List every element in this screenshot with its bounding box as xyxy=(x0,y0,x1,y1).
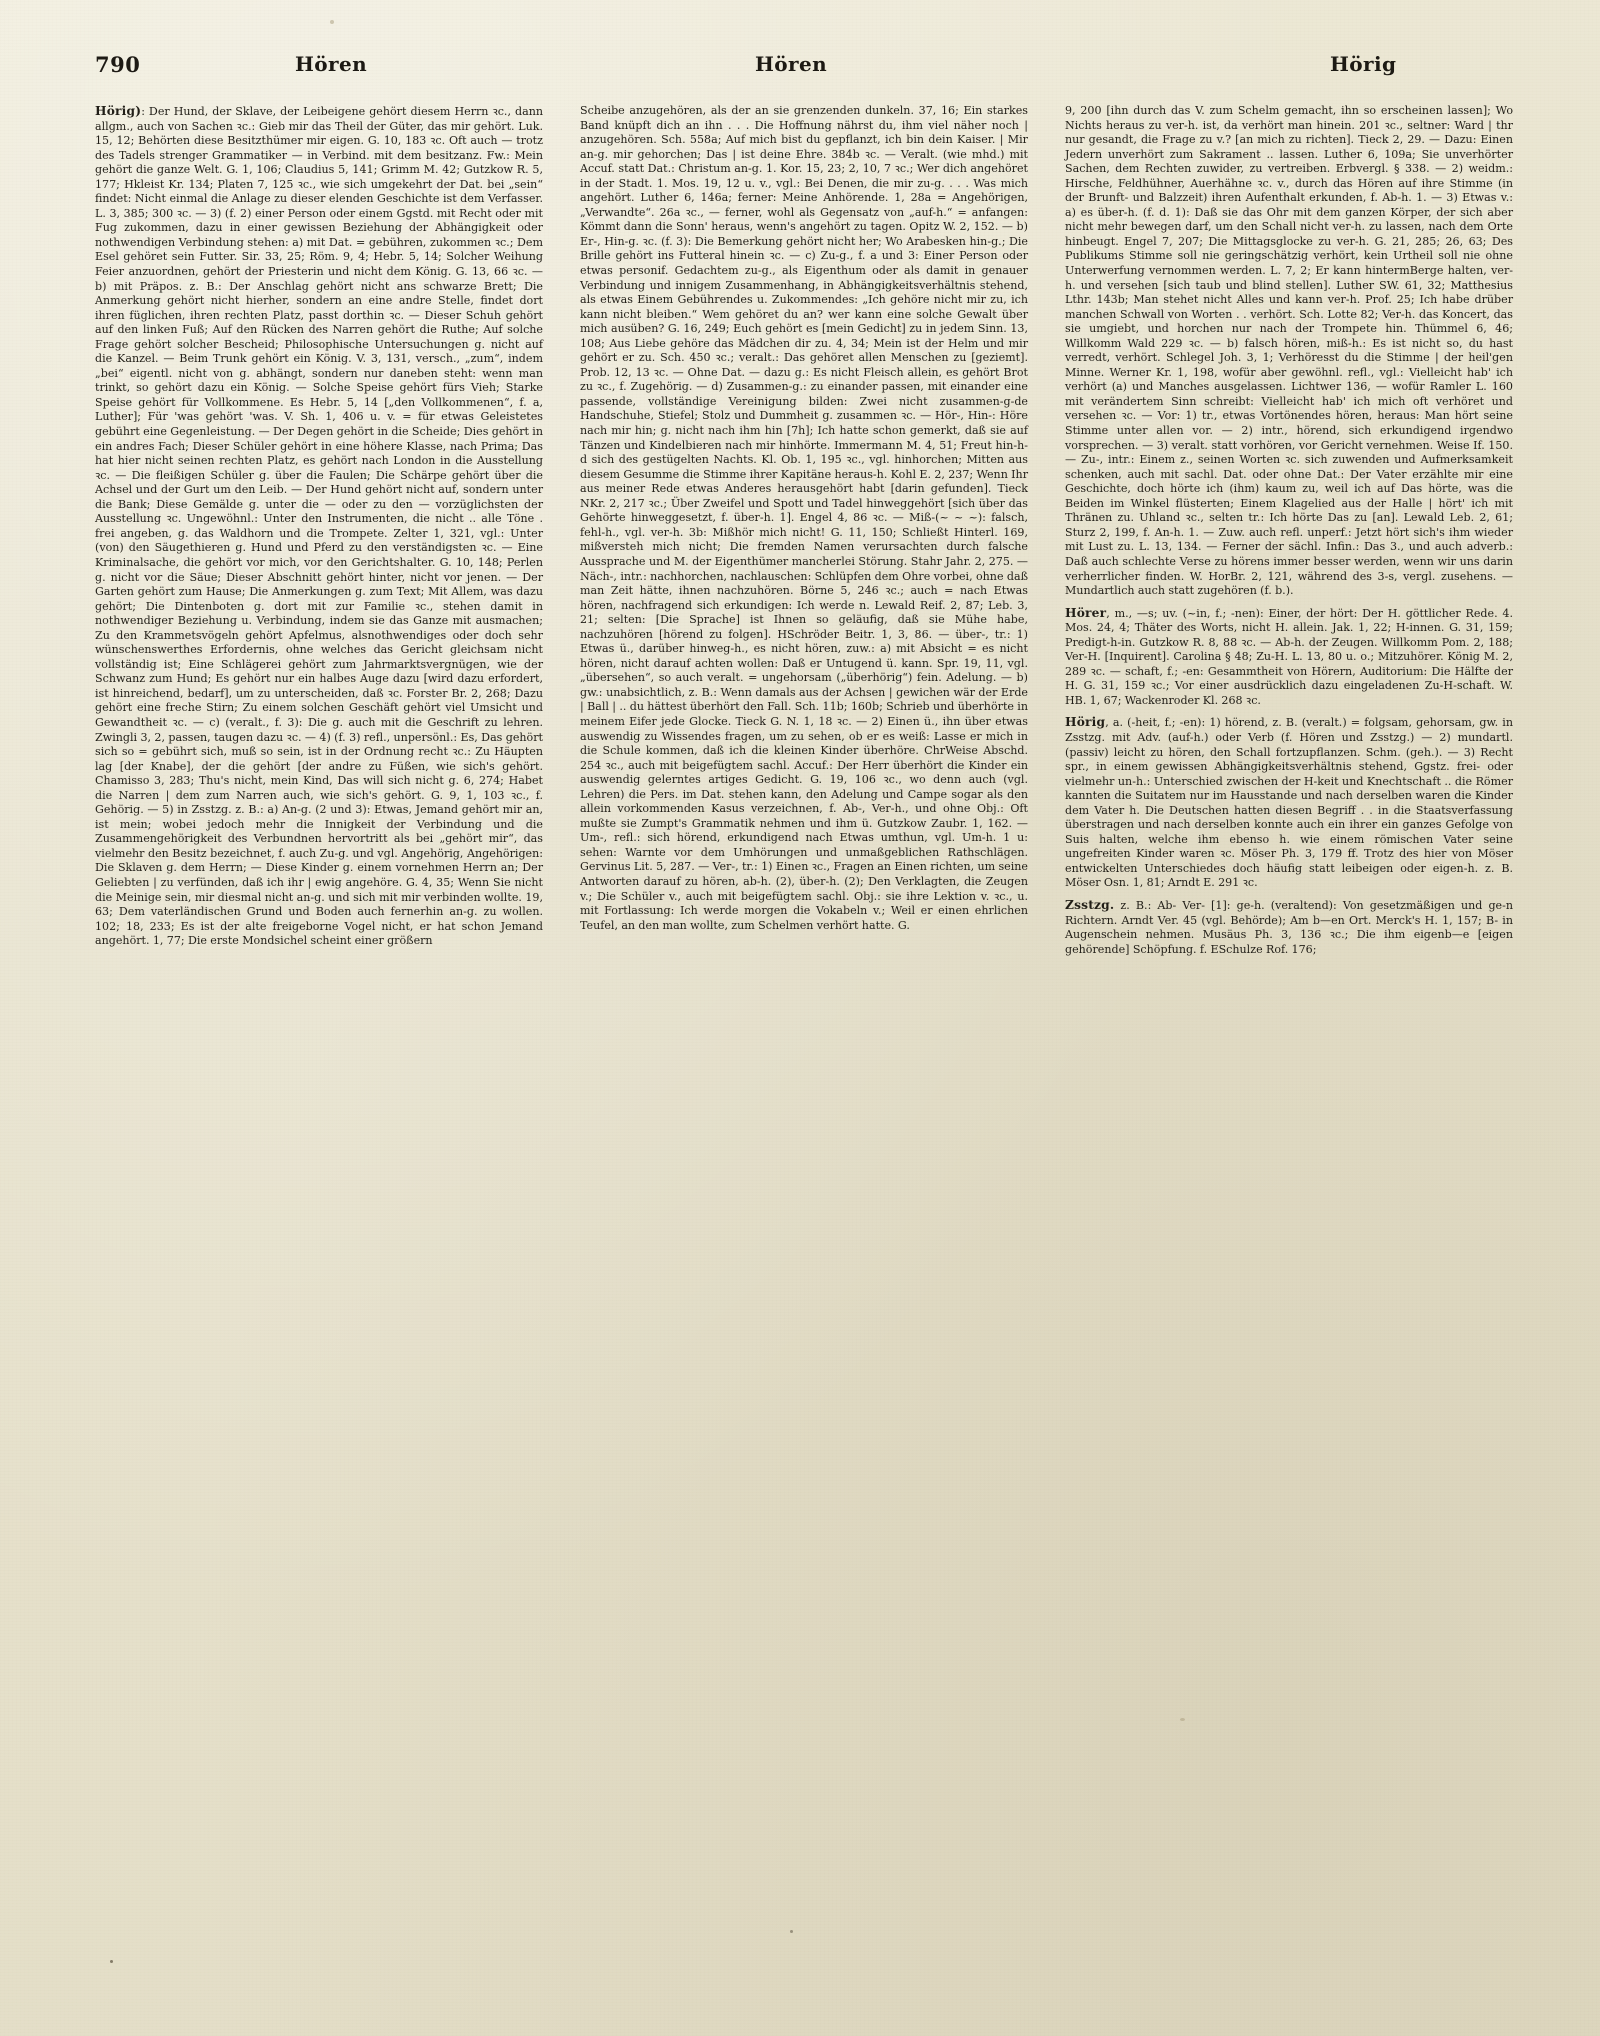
running-head-left: Hören xyxy=(295,52,368,76)
column-3 xyxy=(1065,104,1513,957)
page-content xyxy=(95,52,1513,957)
dictionary-entry-hoerig: Hörig, a. (-heit, f.; -en): 1) hörend, z. B. (veralt.) = folgsam, gehorsam, gw. in Zsstzg. mit Adv. (auf-h.) oder Verb (f. Hören und Zsstzg.) — 2) mundartl. (passiv) leicht zu hören, den Schall fortzupflanzen. Schm. (geh.). — 3) Recht spr., in einem gewissen Abhängigkeitsverhältnis stehend, Ggstz. frei- oder vielmehr un-h.: Unterschied zwischen der H-keit und Knechtschaft .. die Römer kannten die Suitatem nur im Hausstande und nach derselben waren die Kinder dem Vater h. Die Deutschen hatten diesen Begriff . . in die Staatsverfassung überstragen und nach derselben konnte auch ein ihrer ein ganzes Gefolge von Suis halten, welche ihm ebenso h. wie einem römischen Vater seine ungefreiten Kinder waren ꝛc. Möser Ph. 3, 179 ff. Trotz des hier von Möser entwickelten Unterschiedes doch häufig statt leibeigen oder eigen-h. z. B. Möser Osn. 1, 81; Arndt E. 291 ꝛc. xyxy=(1065,715,1513,890)
paper-speck xyxy=(1180,1718,1185,1721)
paper-speck xyxy=(790,1930,793,1933)
running-head xyxy=(95,52,1513,86)
entry-headword: Zsstzg. xyxy=(1065,897,1115,912)
column-1 xyxy=(95,104,543,957)
dictionary-entry-hoerer: Hörer, m., —s; uv. (~in, f.; -nen): Einer, der hört: Der H. göttlicher Rede. 4. Mos. 24, 4; Thäter des Worts, nicht H. allein. Jak. 1, 22; H-innen. G. 31, 159; Predigt-h-in. Gutzkow R. 8, 88 ꝛc. — Ab-h. der Zeugen. Willkomm Pom. 2, 188; Ver-H. [Inquirent]. Carolina § 48; Zu-H. L. 13, 80 u. o.; Mitzuhörer. König M. 2, 289 ꝛc. — schaft, f.; -en: Gesammtheit von Hörern, Auditorium: Die Hälfte der H. G. 31, 159 ꝛc.; Vor einer ausdrücklich dazu eingeladenen Zu-H-schaft. W. HB. 1, 67; Wackenroder Kl. 268 ꝛc. xyxy=(1065,605,1513,707)
entry-headword: Hörig xyxy=(1065,715,1106,730)
running-head-center: Hören xyxy=(755,52,828,76)
page-number: 790 xyxy=(95,52,141,77)
entry-headword: Hörer xyxy=(1065,605,1107,620)
paper-speck xyxy=(110,1960,113,1963)
running-head-right: Hörig xyxy=(1330,52,1397,76)
dictionary-entry-zsstzg: Zsstzg. z. B.: Ab- Ver- [1]: ge-h. (veraltend): Von gesetzmäßigen und ge-n Richtern. Arndt Ver. 45 (vgl. Behörde); Am b—en Ort. Merck's H. 1, 157; B- in Augenschein nehmen. Musäus Ph. 3, 136 ꝛc.; Die ihm eigenb—e [eigen gehörende] Schöpfung. f. ESchulze Rof. 176; xyxy=(1065,897,1513,956)
dictionary-entry-body: Scheibe anzugehören, als der an sie grenzenden dunkeln. 37, 16; Ein starkes Band knüpft dich an ihn . . . Die Hoffnung nährst du, ihm viel näher noch | anzugehören. Sch. 558a; Auf mich bist du gepflanzt, ich bin dein Kaiser. | Mir an-g. mir gehorchen; Das | ist deine Ehre. 384b ꝛc. — Veralt. (wie mhd.) mit Accuf. statt Dat.: Christum an-g. 1. Kor. 15, 23; 2, 10, 7 ꝛc.; Wer dich angehöret in der Stadt. 1. Mos. 19, 12 u. v., vgl.: Bei Denen, die mir zu-g. . . . Was mich angehört. Luther 6, 146a; ferner: Meine Anhörende. 1, 28a = Angehörigen, „Verwandte“. 26a ꝛc., — ferner, wohl als Gegensatz von „auf-h.“ = anfangen: Kömmt dann die Sonn' heraus, wenn's angehört zu tagen. Opitz W. 2, 152. — b) Er-, Hin-g. ꝛc. (f. 3): Die Bemerkung gehört nicht her; Wo Arabesken hin-g.; Die Brille gehört ins Futteral hinein ꝛc. — c) Zu-g., f. a und 3: Einer Person oder etwas personif. Gedachtem zu-g., als Eigenthum oder als damit in genauer Verbindung und innigem Zusammenhang, in Abhängigkeitsverhältnis stehend, als etwas Einem Gebührendes u. Zukommendes: „Ich gehöre nicht mir zu, ich kann nicht bleiben.“ Wem gehöret du an? wer kann eine solche Gewalt über mich ausüben? G. 16, 249; Euch gehört es [mein Gedicht] zu in jedem Sinn. 13, 108; Aus Liebe gehöre das Mädchen dir zu. 4, 34; Mein ist der Helm und mir gehört er zu. Sch. 450 ꝛc.; veralt.: Das gehöret allen Menschen zu [geziemt]. Prob. 12, 13 ꝛc. — Ohne Dat. — dazu g.: Es nicht Fleisch allein, es gehört Brot zu ꝛc., f. Zugehörig. — d) Zusammen-g.: zu einander passen, mit einander eine passende, vollständige Vereinigung bilden: Zwei nicht zusammen-g-de Handschuhe, Stiefel; Stolz und Dummheit g. zusammen ꝛc. — Hör-, Hin-: Höre nach mir hin; g. nicht nach ihm hin [7h]; Ich hatte schon gemerkt, daß sie auf Tänzen und Kindelbieren nach mir hinhörte. Immermann M. 4, 51; Freut hin-h-d sich des gestügelten Nachts. Kl. Ob. 1, 195 ꝛc., vgl. hinhorchen; Mitten aus diesem Gesumme die Stimme ihrer Kapitäne heraus-h. Kohl E. 2, 237; Wenn Ihr aus meiner Rede etwas Anderes herausgehört habt [darin gefunden]. Tieck NKr. 2, 217 ꝛc.; Über Zweifel und Spott und Tadel hinweggehört [sich über das Gehörte hinweggesetzt, f. über-h. 1]. Engel 4, 86 ꝛc. — Miß-(~ ~ ~): falsch, fehl-h., vgl. ver-h. 3b: Mißhör mich nicht! G. 11, 150; Schließt Hinterl. 169, mißversteh mich nicht; Die fremden Namen verursachten durch falsche Aussprache und M. der Eigenthümer mancherlei Störung. Stahr Jahr. 2, 275. — Näch-, intr.: nachhorchen, nachlauschen: Schlüpfen dem Ohre vorbei, ohne daß man Zeit hätte, ihnen nachzuhören. Börne 5, 246 ꝛc.; auch = nach Etwas hören, nachfragend sich erkundigen: Ich werde n. Lewald Reif. 2, 87; Leb. 3, 21; selten: [Die Sprache] ist Ihnen so geläufig, daß sie Mühe habe, nachzuhören [hörend zu folgen]. HSchröder Beitr. 1, 3, 86. — über-, tr.: 1) Etwas ü., darüber hinweg-h., es nicht hören, zuw.: a) mit Absicht = es nicht hören, nicht darauf achten wollen: Daß er Untugend ü. kann. Spr. 19, 11, vgl. „übersehen“, so auch veralt. = ungehorsam („überhörig“) fein. Adelung. — b) gw.: unabsichtlich, z. B.: Wenn damals aus der Achsen | gewichen wär der Erde | Ball | .. du hättest überhört den Fall. Sch. 11b; 160b; Schrieb und überhörte in meinem Eifer jede Glocke. Tieck G. N. 1, 18 ꝛc. — 2) Einen ü., ihn über etwas auswendig zu Wissendes fragen, um zu sehen, ob er es weiß: Lasse er mich in die Schule kommen, daß ich die kleinen Kinder überhöre. ChrWeise Abschd. 254 ꝛc., auch mit beigefügtem sachl. Accuf.: Der Herr überhört die Kinder ein auswendig gelerntes artiges Gedicht. G. 19, 106 ꝛc., wo denn auch (vgl. Lehren) die Pers. im Dat. stehen kann, den Adelung und Campe sogar als den allein vorkommenden Kasus verzeichnen, f. Ab-, Ver-h., und ohne Obj.: Oft mußte sie Zumpt's Grammatik nehmen und ihm ü. Gutzkow Zaubr. 1, 162. — Um-, refl.: sich hörend, erkundigend nach Etwas umthun, vgl. Um-h. 1 u: sehen: Warnte vor dem Umhörungen und unmaßgeblichen Rathschlägen. Gervinus Lit. 5, 287. — Ver-, tr.: 1) Einen ꝛc., Fragen an Einen richten, um seine Antworten darauf zu hören, ab-h. (2), über-h. (2); Den Verklagten, die Zeugen v.; Die Schüler v., auch mit beigefügtem sachl. Obj.: sie ihre Lektion v. ꝛc., u. mit Fortlassung: Ich werde morgen die Vokabeln v.; Weil er einen ehrlichen Teufel, an den man wollte, zum Schelmen verhört hatte. G. xyxy=(580,104,1028,932)
column-2 xyxy=(580,104,1028,957)
dictionary-entry-body: Hörig): Der Hund, der Sklave, der Leibeigene gehört diesem Herrn ꝛc., dann allgm., auch von Sachen ꝛc.: Gieb mir das Theil der Güter, das mir gehört. Luk. 15, 12; Behörten diese Besitzthümer mir eigen. G. 10, 183 ꝛc. Oft auch — trotz des Tadels strenger Grammatiker — in Verbind. mit dem besitzanz. Fw.: Mein gehört die ganze Welt. G. 1, 106; Claudius 5, 141; Grimm M. 42; Gutzkow R. 5, 177; Hkleist Kr. 134; Platen 7, 125 ꝛc., wie sich umgekehrt der Dat. bei „sein“ findet: Nicht einmal die Anlage zu dieser elenden Geschichte ist dem Verfasser. L. 3, 385; 300 ꝛc. — 3) (f. 2) einer Person oder einem Ggstd. mit Recht oder mit Fug zukommen, dazu in einer gewissen Beziehung der Abhängigkeit oder nothwendigen Verbindung stehen: a) mit Dat. = gebühren, zukommen ꝛc.; Dem Esel gehöret sein Futter. Sir. 33, 25; Röm. 9, 4; Hebr. 5, 14; Solcher Weihung Feier anzuordnen, gehört der Priesterin und nicht dem König. G. 13, 66 ꝛc. — b) mit Präpos. z. B.: Der Anschlag gehört nicht ans schwarze Brett; Die Anmerkung gehört nicht hierher, sondern an eine andre Stelle, findet dort ihren füglichen, ihren rechten Platz, passt dorthin ꝛc. — Dieser Schuh gehört auf den linken Fuß; Auf den Rücken des Narren gehört die Ruthe; Auf solche Frage gehört solcher Bescheid; Philosophische Untersuchungen g. nicht auf die Kanzel. — Beim Trunk gehört ein König. V. 3, 131, versch., „zum“, indem „bei“ eigentl. nicht von g. abhängt, sondern nur daneben steht: wenn man trinkt, so gehört dazu ein König. — Solche Speise gehört fürs Vieh; Starke Speise gehört für Vollkommene. Es Hebr. 5, 14 [„den Vollkommenen“, f. a, Luther]; Für 'was gehört 'was. V. Sh. 1, 406 u. v. = für etwas Geleistetes gebührt eine Gegenleistung. — Der Degen gehört in die Scheide; Dies gehört in ein andres Fach; Dieser Schüler gehört in eine höhere Klasse, nach Prima; Das hat hier nicht seinen rechten Platz, es gehört nach London in die Ausstellung ꝛc. — Die fleißigen Schüler g. über die Faulen; Die Schärpe gehört über die Achsel und der Gurt um den Leib. — Der Hund gehört nicht auf, sondern unter die Bank; Diese Gemälde g. unter die — oder zu den — vorzüglichsten der Ausstellung ꝛc. Ungewöhnl.: Unter den Instrumenten, die nicht .. alle Töne . frei angeben, g. das Waldhorn und die Trompete. Zelter 1, 321, vgl.: Unter (von) den Säugethieren g. Hund und Pferd zu den verständigsten ꝛc. — Eine Kriminalsache, die gehört vor mich, vor den Gerichtshalter. G. 10, 148; Perlen g. nicht vor die Säue; Dieser Abschnitt gehört hinter, nicht vor jenen. — Der Garten gehört zum Hause; Die Anmerkungen g. zum Text; Mit Allem, was dazu gehört; Die Dintenboten g. dort mit zur Familie ꝛc., stehen damit in nothwendiger Beziehung u. Verbindung, indem sie das Ganze mit ausmachen; Zu den Krammetsvögeln gehört Apfelmus, alsnothwendiges oder doch sehr wünschenswerthes Erfordernis, ohne welches das Gericht gleichsam nicht vollständig ist; Eine Schlägerei gehört zum Jahrmarktsvergnügen, wie der Schwanz zum Hund; Es gehört nur ein halbes Auge dazu [wird dazu erfordert, ist hinreichend, bedarf], um zu unterscheiden, daß ꝛc. Forster Br. 2, 268; Dazu gehört eine freche Stirn; Zu einem solchen Geschäft gehört viel Umsicht und Gewandtheit ꝛc. — c) (veralt., f. 3): Die g. auch mit die Geschrift zu lehren. Zwingli 3, 2, passen, taugen dazu ꝛc. — 4) (f. 3) refl., unpersönl.: Es, Das gehört sich so = gebührt sich, muß so sein, ist in der Ordnung recht ꝛc.: Zu Häupten lag [der Knabe], der die gehört [der andre zu Füßen, wie sich's gehört. Chamisso 3, 283; Thu's nicht, mein Kind, Das will sich nicht g. 6, 274; Habet die Narren | dem zum Narren auch, wie sich's gehört. G. 9, 1, 103 ꝛc., f. Gehörig. — 5) in Zsstzg. z. B.: a) An-g. (2 und 3): Etwas, Jemand gehört mir an, ist mein; wobei jedoch mehr die Innigkeit der Verbindung und die Zusammengehörigkeit des Verbundnen hervortritt als bei „gehört mir“, das vielmehr den Besitz bezeichnet, f. auch Zu-g. und vgl. Angehörig, Angehörigen: Die Sklaven g. dem Herrn; — Diese Kinder g. einem vornehmen Herrn an; Der Geliebten | zu verfünden, daß ich ihr | ewig angehöre. G. 4, 35; Wenn Sie nicht die Meinige sein, mir diesmal nicht an-g. und sich mit mir verbinden wollte. 19, 63; Dem vaterländischen Grund und Boden auch fernerhin an-g. zu wollen. 102; 18, 233; Es ist der alte freigeborne Vogel nicht, er hat schon Jemand angehört. 1, 77; Die erste Mondsichel scheint einer größern xyxy=(95,104,543,948)
dictionary-entry-body: 9, 200 [ihn durch das V. zum Schelm gemacht, ihn so erscheinen lassen]; Wo Nichts heraus zu ver-h. ist, da verhört man hinein. 201 ꝛc., seltner: Ward | thr nur gesandt, die Frage zu v.? [an mich zu richten]. Tieck 2, 29. — Dazu: Einen Jedern unverhört zum Sakrament .. lassen. Luther 6, 109a; Sie unverhörter Sachen, dem Rechten zuwider, zu vertreiben. Erbvergl. § 338. — 2) weidm.: Hirsche, Feldhühner, Auerhähne ꝛc. v., durch das Hören auf ihre Stimme (in der Brunft- und Balzzeit) ihren Aufenthalt erkunden, f. Ab-h. 1. — 3) Etwas v.: a) es über-h. (f. d. 1): Daß sie das Ohr mit dem ganzen Körper, der sich aber nicht mehr bewegen darf, um den Schall nicht ver-h. zu lassen, nach dem Orte hinbeugt. Engel 7, 207; Die Mittagsglocke zu ver-h. G. 21, 285; 26, 63; Des Publikums Stimme soll nie geringschätzig verhört, kein Urtheil soll nie ohne Unterwerfung vernommen werden. L. 7, 2; Er kann hintermBerge halten, ver-h. und versehen [sich taub und blind stellen]. Luther SW. 61, 32; Matthesius Lthr. 143b; Man stehet nicht Alles und kann ver-h. Prof. 25; Ich habe drüber manchen Schwall von Worten . . verhört. Sch. Lotte 82; Ver-h. das Koncert, das sie umgiebt, und horchen nur nach der Trompete hin. Thümmel 6, 46; Willkomm Wald 229 ꝛc. — b) falsch hören, miß-h.: Es ist nicht so, du hast verredt, verhört. Schlegel Joh. 3, 1; Verhöresst du die Stimme | der heil'gen Minne. Werner Kr. 1, 198, wofür aber gewöhnl. refl., vgl.: Vielleicht hab' ich verhört (a) und Manches ausgelassen. Lichtwer 136, — wofür Ramler L. 160 mit verändertem Sinn schreibt: Vielleicht hab' ich mich oft verhöret und versehen ꝛc. — Vor: 1) tr., etwas Vortönendes hören, heraus: Man hört seine Stimme unter allen vor. — 2) intr., hörend, sich erkundigend irgendwo vorsprechen. — 3) veralt. statt vorhören, vor Gericht vernehmen. Weise If. 150. — Zu-, intr.: Einem z., seinen Worten ꝛc. sich zuwenden und Aufmerksamkeit schenken, auch mit sachl. Dat. oder ohne Dat.: Der Vater erzählte mir eine Geschichte, doch hörte ich (ihm) kaum zu, weil ich auf Das hörte, was die Beiden im Winkel flüsterten; Einem Klagelied aus der Halle | hört' ich mit Thränen zu. Uhland ꝛc., selten tr.: Ich hörte Das zu [an]. Lewald Leb. 2, 61; Sturz 2, 199, f. An-h. 1. — Zuw. auch refl. unperf.: Jetzt hört sich's ihm wieder mit Lust zu. L. 13, 134. — Ferner der sächl. Infin.: Das 3., und auch adverb.: Daß auch schlechte Verse zu hörens immer besser werden, wenn wir uns darin verherrlicher finden. W. HorBr. 2, 121, während des 3-s, vergl. zusehens. — Mundartlich auch statt zugehören (f. b.). xyxy=(1065,104,1513,598)
paper-speck xyxy=(330,20,334,24)
entry-headword: Hörig) xyxy=(95,104,142,118)
text-columns xyxy=(95,104,1513,957)
